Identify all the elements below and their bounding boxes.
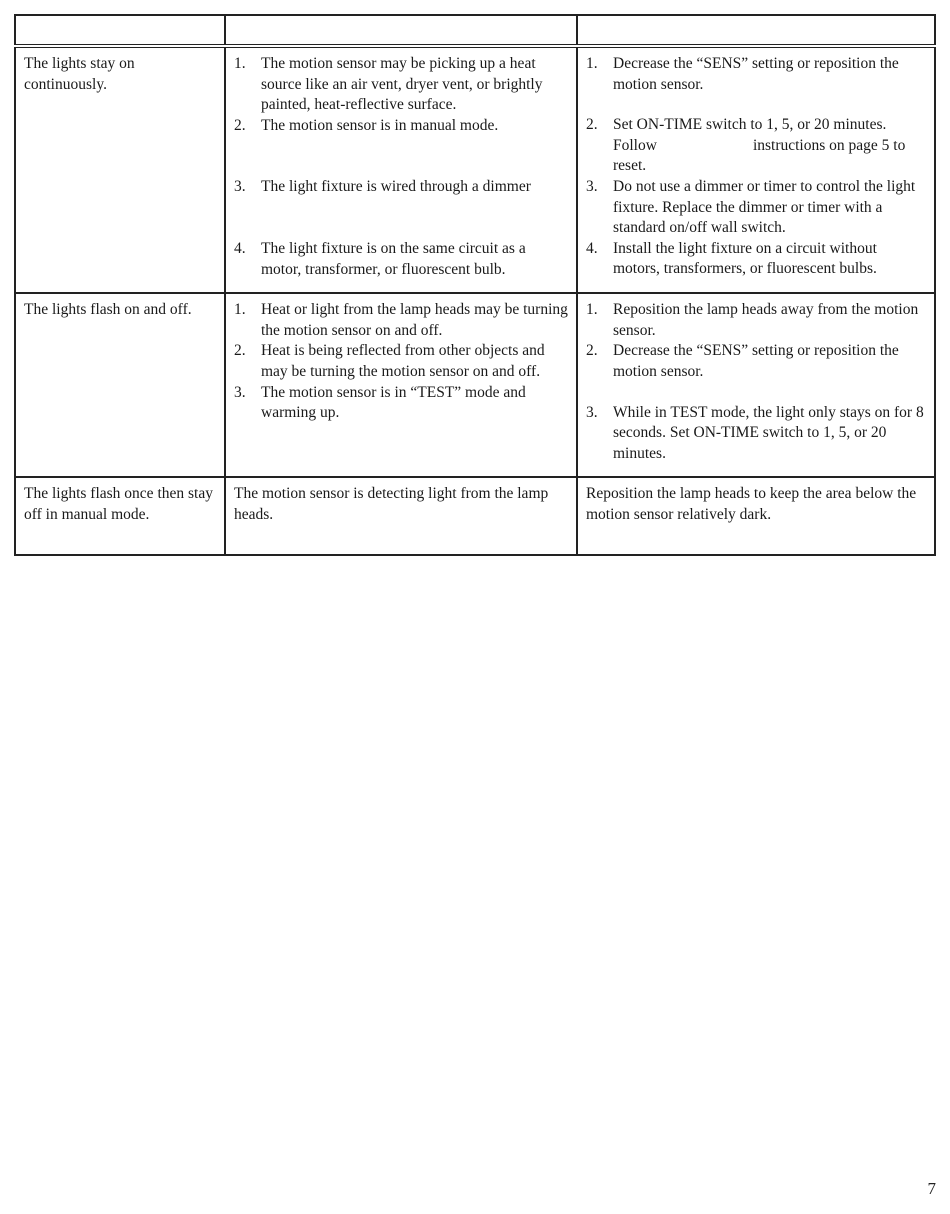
- item-text: While in TEST mode, the light only stays on for 8 seconds. Set ON-TIME switch to 1, 5, or 20 minutes.: [613, 403, 924, 462]
- list-item: [234, 54, 568, 116]
- item-number: 3.: [586, 403, 598, 421]
- list-item: [234, 239, 568, 280]
- item-number: 4.: [586, 239, 598, 257]
- cause-text: The motion sensor is detecting light from the lamp heads.: [234, 485, 549, 523]
- list-item: [234, 300, 568, 341]
- item-number: 2.: [234, 342, 246, 360]
- item-number: 2.: [586, 116, 598, 134]
- page-number: 7: [927, 1179, 936, 1198]
- solution-list: [586, 54, 926, 280]
- solution-text: Reposition the lamp heads to keep the area below the motion sensor relatively dark.: [586, 485, 917, 523]
- header-problem: [15, 15, 225, 46]
- item-number: 4.: [234, 239, 246, 257]
- item-number: 1.: [234, 301, 246, 319]
- cause-list: [234, 300, 568, 424]
- item-text: Heat or light from the lamp heads may be turning the motion sensor on and off.: [261, 301, 568, 339]
- item-text: The motion sensor may be picking up a heat source like an air vent, dryer vent, or brightly painted, heat-reflective surface.: [261, 55, 543, 114]
- solution-cell: [577, 46, 935, 293]
- solution-cell: [577, 293, 935, 477]
- table-row: [15, 293, 935, 477]
- header-cause: [225, 15, 577, 46]
- troubleshooting-table: [14, 14, 936, 556]
- table-row: [15, 477, 935, 554]
- cause-cell: [225, 46, 577, 293]
- item-text: The motion sensor is in manual mode.: [261, 116, 499, 134]
- item-text: The light fixture is wired through a dimmer: [261, 178, 531, 196]
- cause-cell: [225, 293, 577, 477]
- list-item: [234, 341, 568, 382]
- table-header: [15, 15, 935, 46]
- header-row: [15, 15, 935, 46]
- cause-list: [234, 54, 568, 280]
- item-text: Decrease the “SENS” setting or reposition the motion sensor.: [613, 55, 899, 93]
- item-text: Decrease the “SENS” setting or reposition the motion sensor.: [613, 342, 899, 380]
- item-text-before-gap: Set ON-TIME switch to 1, 5, or 20 minutes. Follow: [613, 116, 887, 154]
- item-number: 1.: [586, 301, 598, 319]
- problem-cell: [15, 46, 225, 293]
- item-number: 2.: [234, 116, 246, 134]
- list-item: [586, 341, 926, 382]
- item-text: Install the light fixture on a circuit without motors, transformers, or fluorescent bulbs.: [613, 239, 877, 278]
- table-row: [15, 46, 935, 293]
- item-text: [613, 115, 926, 177]
- item-text: The light fixture is on the same circuit as a motor, transformer, or fluorescent bulb.: [261, 239, 526, 278]
- item-number: 2.: [586, 342, 598, 360]
- item-number: 1.: [586, 55, 598, 72]
- list-item: [586, 177, 926, 239]
- list-item: [234, 383, 568, 424]
- list-item: [234, 116, 568, 137]
- item-number: 3.: [234, 178, 246, 196]
- list-item: [234, 177, 568, 198]
- problem-text: The lights flash on and off.: [24, 301, 192, 319]
- problem-text: The lights flash once then stay off in manual mode.: [24, 485, 213, 523]
- problem-cell: [15, 293, 225, 477]
- item-text: The motion sensor is in “TEST” mode and warming up.: [261, 383, 526, 422]
- list-item: [586, 403, 926, 465]
- list-item: [586, 54, 926, 95]
- cause-cell: [225, 477, 577, 554]
- item-number: 1.: [234, 55, 246, 72]
- solution-cell: [577, 477, 935, 554]
- item-number: 3.: [234, 383, 246, 401]
- list-item: [586, 115, 926, 177]
- item-text: Do not use a dimmer or timer to control the light fixture. Replace the dimmer or timer with a standard on/off wall switch.: [613, 177, 916, 237]
- list-item: [586, 300, 926, 341]
- header-solution: [577, 15, 935, 46]
- item-text: Reposition the lamp heads away from the motion sensor.: [613, 301, 919, 339]
- item-text: Heat is being reflected from other objects and may be turning the motion sensor on and off.: [261, 342, 545, 380]
- problem-cell: [15, 477, 225, 554]
- item-number: 3.: [586, 177, 598, 195]
- list-item: [586, 239, 926, 280]
- problem-text: The lights stay on continuously.: [24, 55, 135, 93]
- solution-list: [586, 300, 926, 464]
- item-text-after-gap: instructions on page 5 to reset.: [613, 136, 906, 175]
